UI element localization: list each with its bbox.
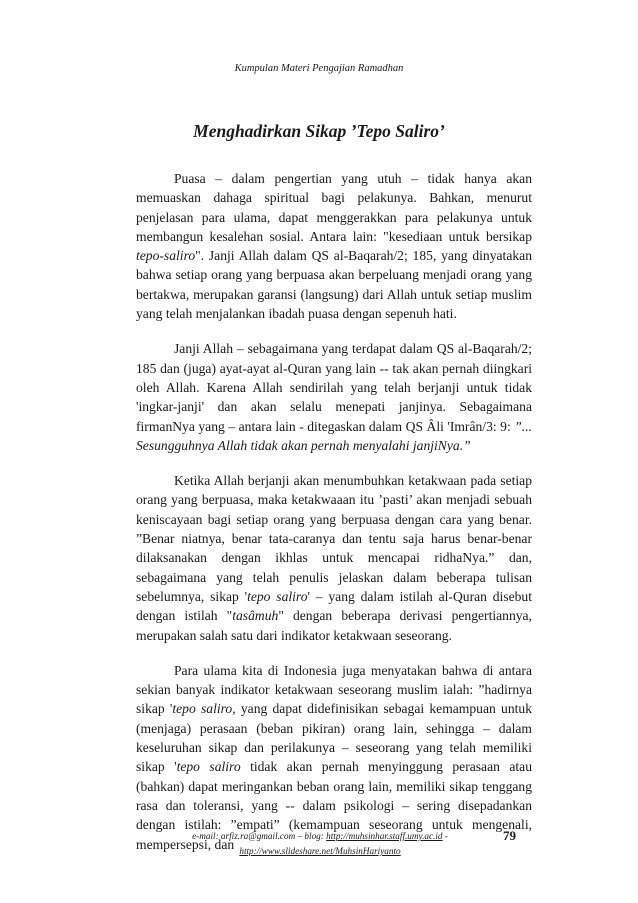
page-number: 79 [503, 828, 516, 843]
paragraph-2: Janji Allah – sebagaimana yang terdapat dalam QS al-Baqarah/2; 185 dan (juga) ayat-ayat al-Quran yang lain -- tak akan pernah diingkari oleh Allah. Karena Allah sendirilah yang telah berjanji untuk tidak 'ingkar-janji' dan akan selalu menepati janjinya. Sebagaimana firmanNya yang – antara lain - ditegaskan dalam QS Âli 'Imrân/3: 9: ”... Sesungguhnya Allah tidak akan pernah menyalahi janjiNya.” [136, 341, 532, 453]
page-footer: e-mail: arfiz.ra@gmail.com – blog: http://muhsinhar.staff.umy.ac.id - http://www.slideshare.net/MuhsinHariyanto [192, 831, 448, 856]
footer-email: e-mail: arfiz.ra@gmail.com – blog: [192, 831, 327, 841]
blog-link[interactable]: http://muhsinhar.staff.umy.ac.id [326, 831, 443, 841]
paragraph-4: Para ulama kita di Indonesia juga menyatakan bahwa di antara sekian banyak indikator ketakwaan seseorang muslim ialah: ”hadirnya sikap 'tepo saliro, yang dapat didefinisikan sebagai kemampuan untuk (menjaga) perasaan (beban pikiran) orang lain, sehingga – dalam keseluruhan sikap dan perilakunya – seseorang yang telah memiliki sikap 'tepo saliro tidak akan pernah menyinggung perasaan atau (bahkan) dapat meringankan beban orang lain, memiliki sikap tenggang rasa dan toleransi, yang -- dalam psikologi – sering disepadankan dengan istilah: ”empati” (kemampuan seseorang untuk mengenali, mempersepsi, dan [136, 662, 532, 852]
slideshare-link[interactable]: http://www.slideshare.net/MuhsinHariyanto [239, 846, 401, 856]
paragraph-3: Ketika Allah berjanji akan menumbuhkan ketakwaan pada setiap orang yang berpuasa, maka ketakwaaan itu ’pasti’ akan menjadi sebuah keniscayaan bagi setiap orang yang berpuasa dengan cara yang benar. ”Benar niatnya, benar tata-caranya dan tentu saja harus benar-benar dilaksanakan dengan ikhlas untuk mencapai ridhaNya.” dan, sebagaimana yang telah penulis jelaskan dalam beberapa tulisan sebelumnya, sikap 'tepo saliro' – yang dalam istilah al-Quran disebut dengan istilah "tasâmuh" dengan beberapa derivasi pengertiannya, merupakan salah satu dari indikator ketakwaan seseorang. [136, 473, 532, 643]
article-body [136, 169, 532, 870]
paragraph-1: Puasa – dalam pengertian yang utuh – tidak hanya akan memuaskan dahaga spiritual bagi pelakunya. Bahkan, menurut penjelasan para ulama, dapat menggerakkan para pelakunya untuk membangun kesalehan sosial. Antara lain: "kesediaan untuk bersikap tepo-saliro". Janji Allah dalam QS al-Baqarah/2; 185, yang dinyatakan bahwa setiap orang yang berpuasa akan berpeluang menjadi orang yang bertakwa, merupakan garansi (langsung) dari Allah untuk setiap muslim yang telah menjalankan ibadah puasa dengan sepenuh hati. [136, 171, 532, 322]
running-header: Kumpulan Materi Pengajian Ramadhan [234, 63, 404, 74]
article-title: Menghadirkan Sikap ’Tepo Saliro’ [193, 121, 445, 141]
